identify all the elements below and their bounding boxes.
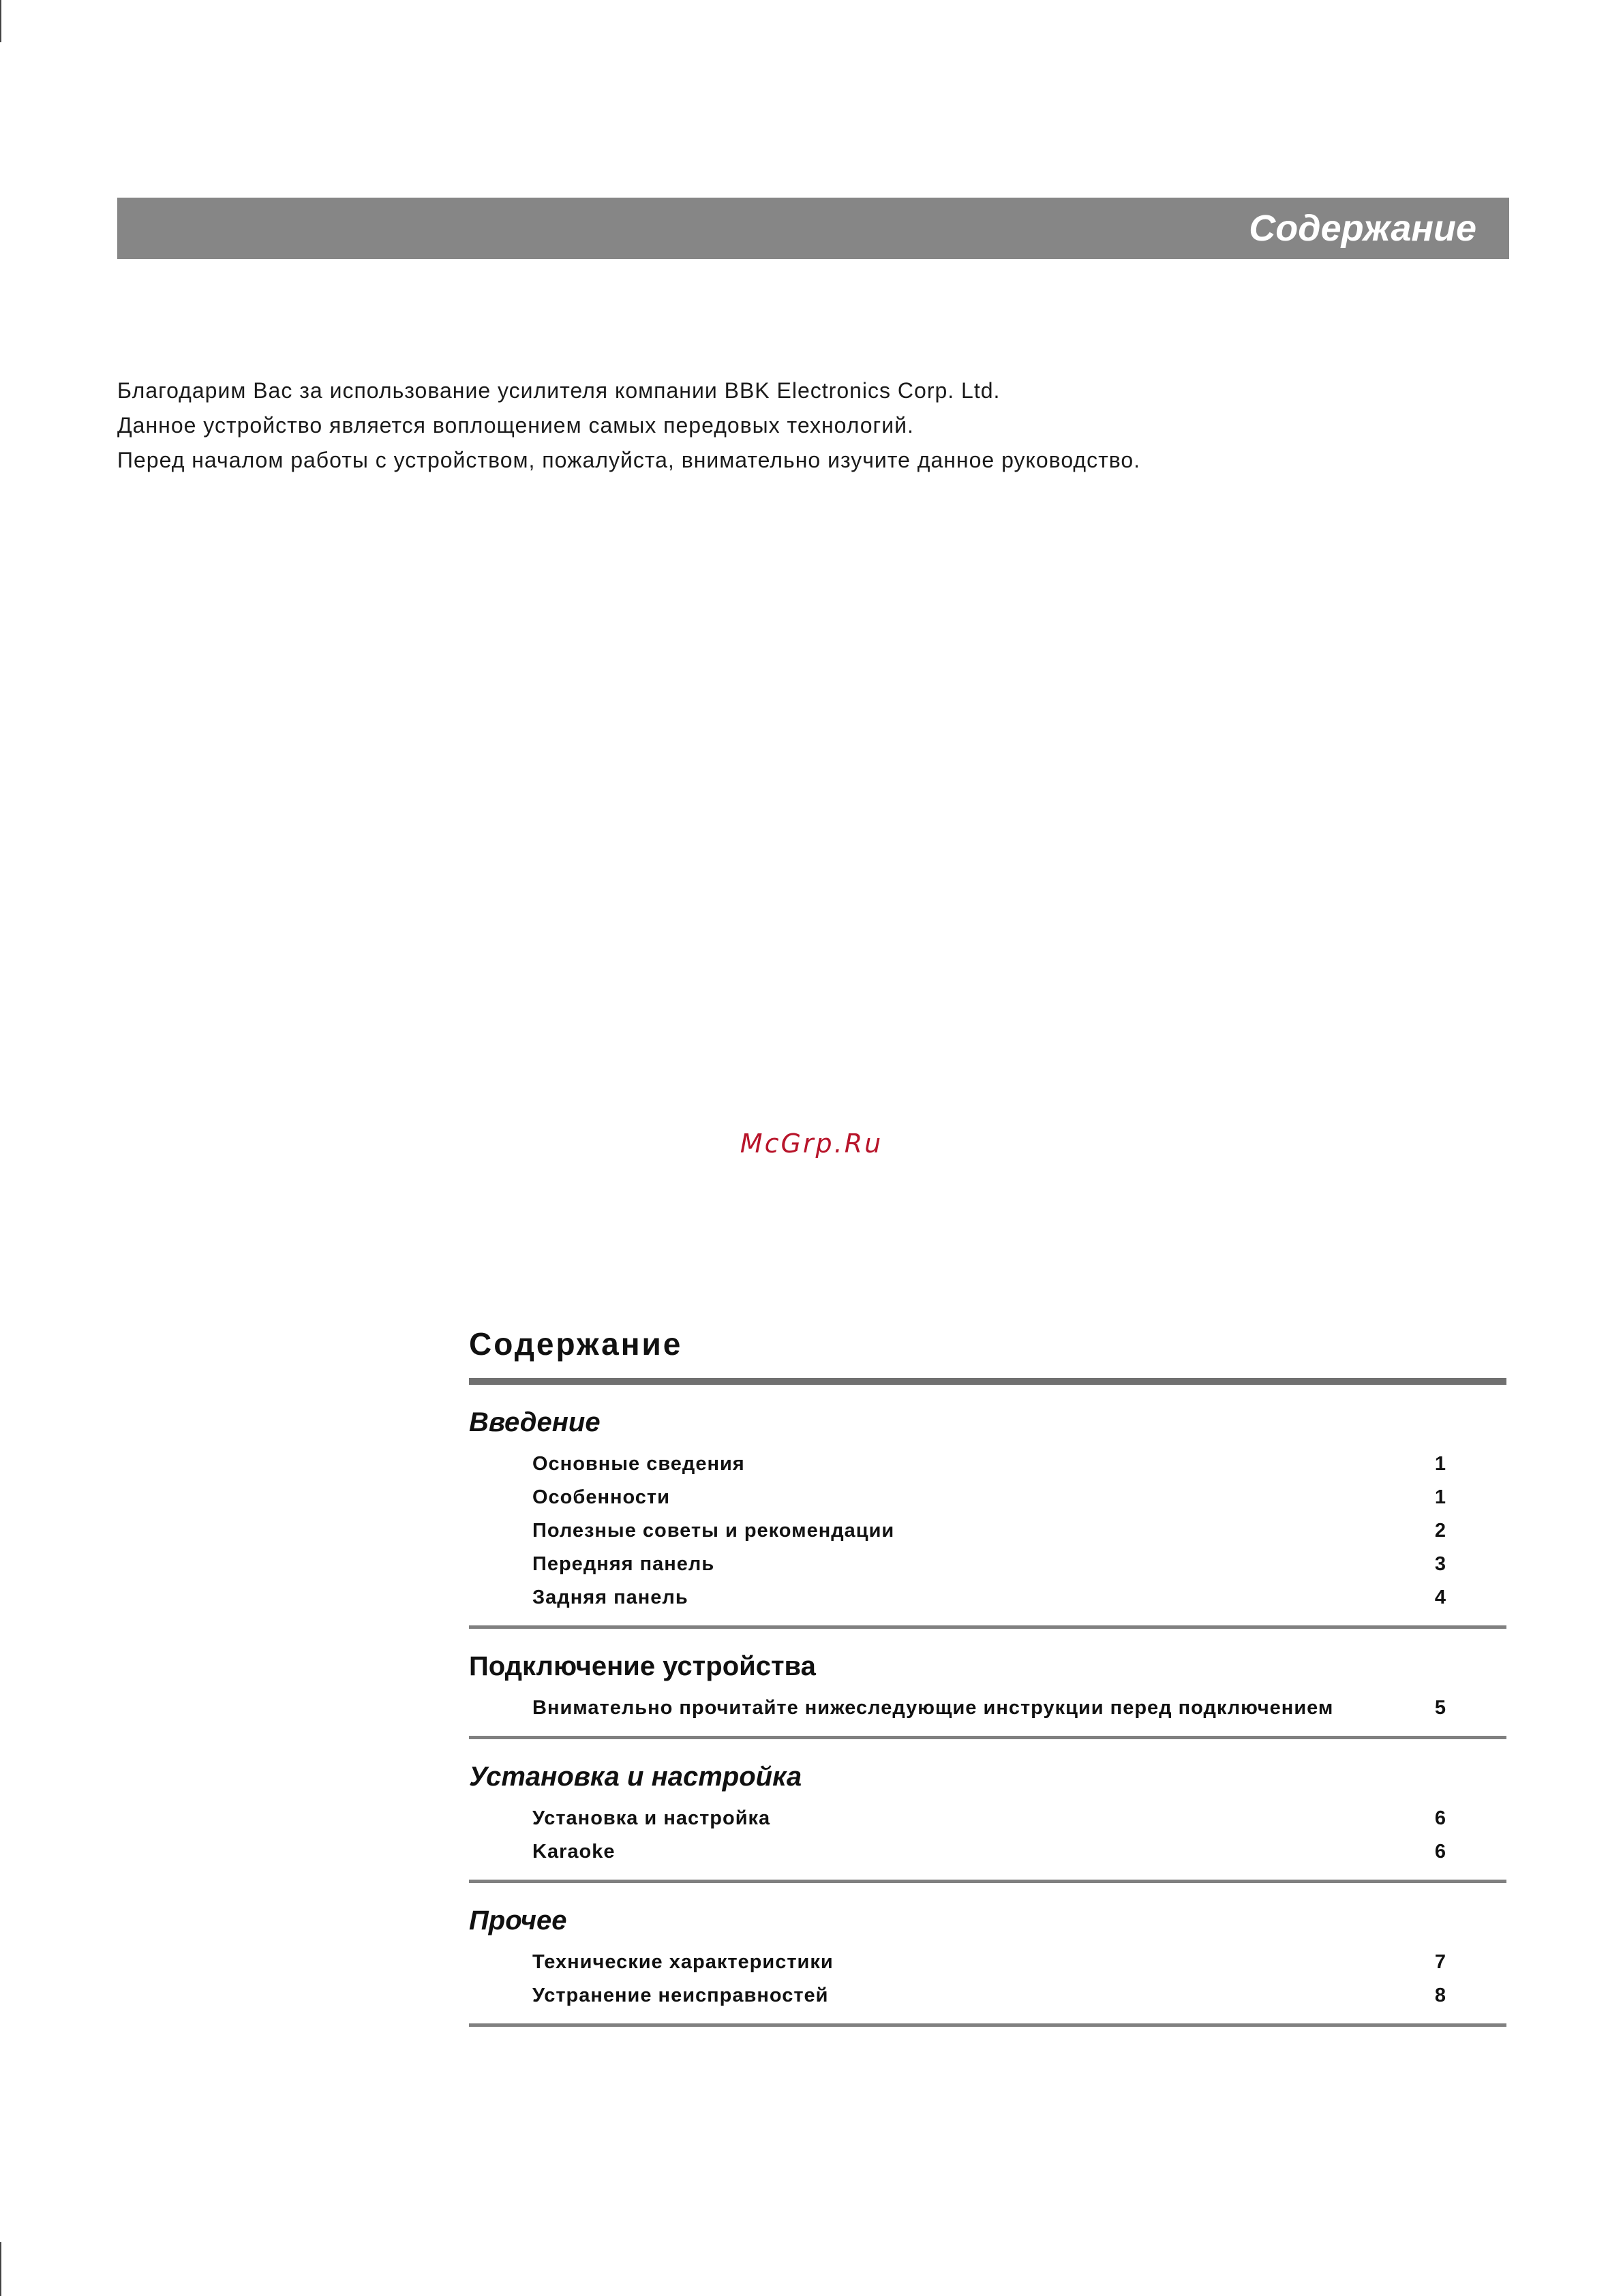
toc-entry-label: Задняя панель	[532, 1587, 688, 1608]
toc-entry-label: Технические характеристики	[532, 1951, 834, 1973]
toc-section-title: Введение	[469, 1407, 601, 1437]
toc-entry-page: 6	[1434, 1841, 1446, 1863]
intro-line: Данное устройство является воплощением самых передовых технологий.	[117, 413, 914, 438]
toc-title: Содержание	[469, 1326, 683, 1362]
toc-section-setup	[469, 1739, 1506, 1880]
toc-entry-page: 1	[1434, 1486, 1446, 1508]
toc-entry[interactable]	[469, 1802, 1506, 1835]
toc-section-title: Прочее	[469, 1905, 567, 1935]
intro-line: Благодарим Вас за использование усилителя компании BBK Electronics Corp. Ltd.	[117, 378, 1001, 403]
toc-entry-label: Полезные советы и рекомендации	[532, 1520, 895, 1542]
toc-entry-page: 2	[1434, 1520, 1446, 1542]
crop-mark-bottom	[0, 2242, 1, 2296]
toc-entry[interactable]	[469, 1692, 1506, 1725]
toc-entry[interactable]	[469, 1514, 1506, 1548]
toc-divider	[469, 2023, 1506, 2027]
toc-section-intro	[469, 1385, 1506, 1625]
toc-entry-label: Установка и настройка	[532, 1807, 771, 1829]
toc-section-connection	[469, 1629, 1506, 1736]
toc-entry-page: 4	[1434, 1587, 1446, 1608]
intro-line: Перед началом работы с устройством, пожалуйста, внимательно изучите данное руководство.	[117, 448, 1141, 472]
toc-entry[interactable]	[469, 1448, 1506, 1481]
toc-entry-label: Внимательно прочитайте нижеследующие инструкции перед подключением	[532, 1697, 1334, 1719]
toc-entry-page: 8	[1434, 1985, 1446, 2006]
toc-entry-label: Устранение неисправностей	[532, 1985, 829, 2006]
table-of-contents	[469, 1325, 1506, 2027]
toc-entry[interactable]	[469, 1581, 1506, 1614]
watermark: McGrp.Ru	[740, 1129, 883, 1159]
toc-entry-page: 6	[1434, 1807, 1446, 1829]
toc-entry[interactable]	[469, 1979, 1506, 2012]
toc-section-other	[469, 1883, 1506, 2023]
toc-entry-page: 5	[1434, 1697, 1446, 1719]
toc-entry-page: 7	[1434, 1951, 1446, 1973]
toc-entry-label: Передняя панель	[532, 1553, 715, 1575]
toc-section-title: Установка и настройка	[469, 1762, 802, 1792]
intro-text	[117, 373, 1412, 478]
header-title: Содержание	[1249, 208, 1476, 249]
toc-entry[interactable]	[469, 1835, 1506, 1869]
crop-mark-top	[0, 0, 1, 42]
toc-entry[interactable]	[469, 1481, 1506, 1514]
toc-entry-label: Основные сведения	[532, 1453, 745, 1475]
toc-divider	[469, 1378, 1506, 1385]
toc-entry-label: Особенности	[532, 1486, 670, 1508]
toc-entry-label: Karaoke	[532, 1841, 616, 1863]
header-bar	[117, 198, 1509, 259]
toc-entry[interactable]	[469, 1946, 1506, 1979]
toc-entry[interactable]	[469, 1548, 1506, 1581]
toc-section-title: Подключение устройства	[469, 1651, 816, 1681]
toc-entry-page: 1	[1434, 1453, 1446, 1475]
toc-entry-page: 3	[1434, 1553, 1446, 1575]
